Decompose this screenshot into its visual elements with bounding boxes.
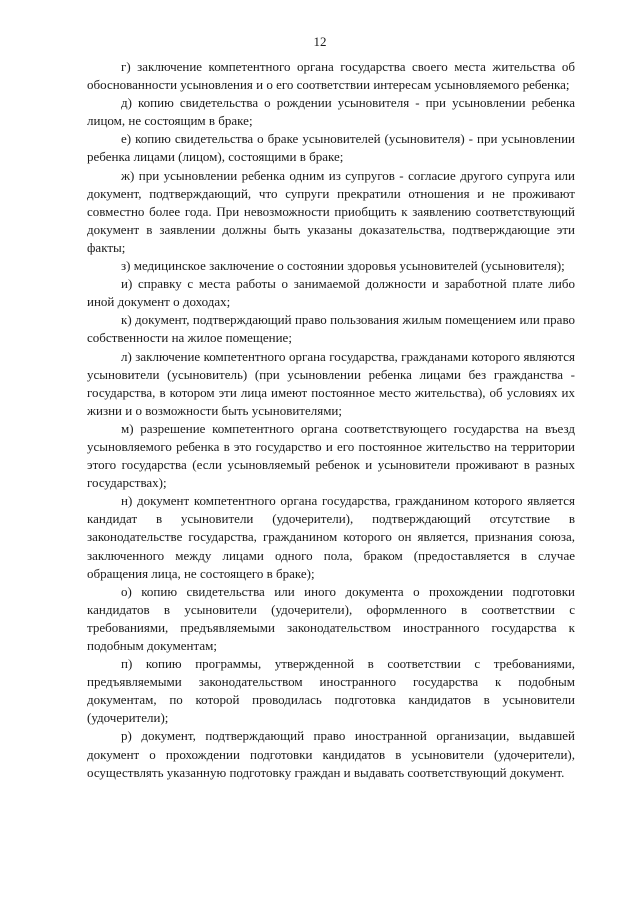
page-number: 12 — [313, 34, 327, 49]
document-body — [87, 58, 575, 782]
paragraph-o: о) копию свидетельства или иного документа о прохождении подготовки кандидатов в усыновители (удочерители), оформленного в соответствии с требованиями, предъявляемыми законодательством иностранного государства к подобным документам; — [87, 583, 575, 653]
paragraph-zh: ж) при усыновлении ребенка одним из супругов - согласие другого супруга или документ, подтверждающий, что супруги прекратили отношения и не проживают совместно более года. При невозможности приобщить к заявлению соответствующий документ в заявлении должны быть указаны доказательства, подтверждающие эти факты; — [87, 167, 575, 255]
paragraph-d: д) копию свидетельства о рождении усыновителя - при усыновлении ребенка лицом, не состоящим в браке; — [87, 95, 575, 129]
paragraph-i: и) справку с места работы о занимаемой должности и заработной плате либо иной документ о доходах; — [87, 276, 575, 310]
paragraph-p: п) копию программы, утвержденной в соответствии с требованиями, предъявляемыми законодательством иностранного государства к подобным документам, по которой проводилась подготовка кандидатов в усыновители (удочерители); — [87, 656, 575, 726]
paragraph-m: м) разрешение компетентного органа соответствующего государства на въезд усыновляемого ребенка в это государство и его постоянное жительство на территории этого государства (если усыновляемый ребенок и усыновители проживают в разных государствах); — [87, 420, 575, 491]
paragraph-r: р) документ, подтверждающий право иностранной организации, выдавшей документ о прохождении подготовки кандидатов в усыновители (удочерители), осуществлять указанную подготовку граждан и выдавать соответствующий документ. — [87, 728, 575, 780]
paragraph-z: з) медицинское заключение о состоянии здоровья усыновителей (усыновителя); — [121, 258, 565, 274]
paragraph-n: н) документ компетентного органа государства, гражданином которого является кандидат в усыновители (удочерители), подтверждающий отсутствие в законодательстве государства, гражданином которого он является, признания союза, заключенного между лицами одного пола, браком (предоставляется в случае обращения лица, не состоящего в браке); — [87, 493, 575, 581]
paragraph-l: л) заключение компетентного органа государства, гражданами которого являются усыновители (усыновитель) (при усыновлении ребенка лицами без гражданства - государства, в котором эти лица имеют постоянное место жительства), об условиях их жизни и о возможности быть усыновителями; — [87, 348, 575, 418]
paragraph-g: г) заключение компетентного органа государства своего места жительства об обоснованности усыновления и о его соответствии интересам усыновляемого ребенка; — [87, 59, 575, 93]
paragraph-e: е) копию свидетельства о браке усыновителей (усыновителя) - при усыновлении ребенка лицами (лицом), состоящими в браке; — [87, 131, 575, 165]
paragraph-k: к) документ, подтверждающий право пользования жилым помещением или право собственности на жилое помещение; — [87, 312, 575, 346]
